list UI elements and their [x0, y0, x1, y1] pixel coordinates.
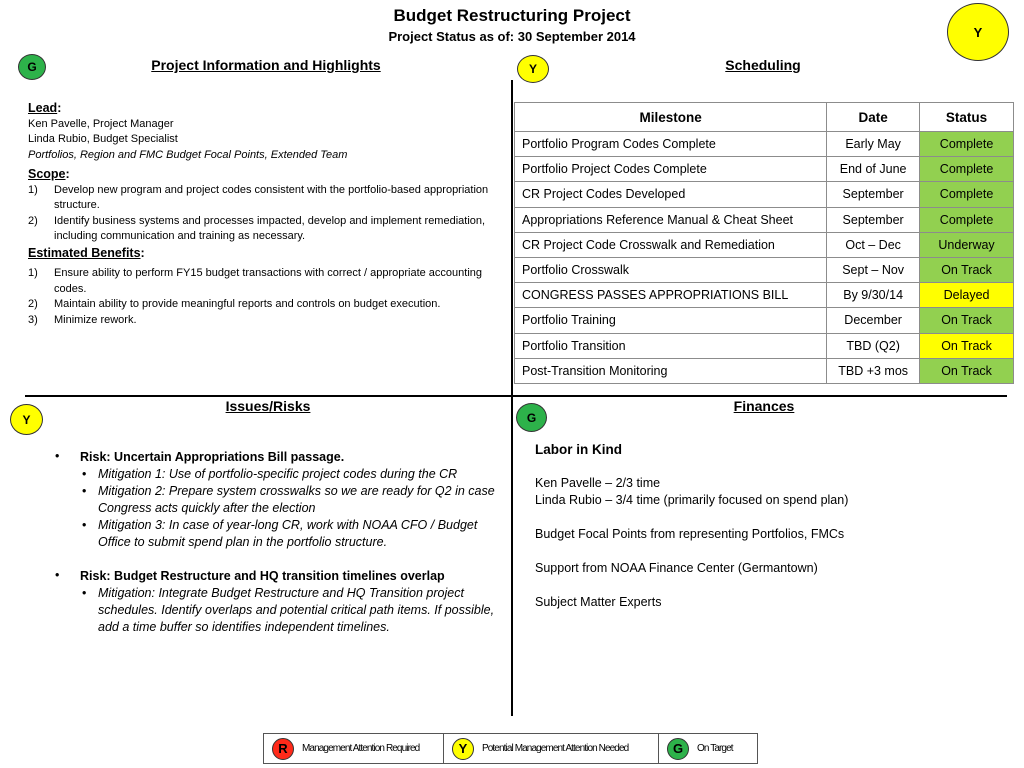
issues-heading: Issues/Risks	[225, 398, 311, 414]
table-row	[515, 157, 1014, 182]
finances-status-badge: G	[516, 403, 547, 432]
support-line: Support from NOAA Finance Center (Germantown)	[535, 561, 818, 575]
status-cell: Complete	[920, 132, 1014, 157]
mitigation-item: • Mitigation 2: Prepare system crosswalks so we are ready for Q2 in case Congress acts quickly after the election	[82, 484, 495, 515]
table-row	[515, 283, 1014, 308]
project-info-panel	[28, 101, 493, 328]
labor-heading: Labor in Kind	[535, 442, 622, 457]
lead-line: Portfolios, Region and FMC Budget Focal Points, Extended Team	[28, 148, 348, 161]
mitigation-item: • Mitigation 3: In case of year-long CR, work with NOAA CFO / Budget Office to submit spend plan in the portfolio structure.	[82, 518, 478, 549]
status-date: Project Status as of: 30 September 2014	[388, 29, 636, 44]
milestone-cell: CR Project Code Crosswalk and Remediation	[515, 232, 827, 257]
table-row	[515, 182, 1014, 207]
milestone-cell: Portfolio Transition	[515, 333, 827, 358]
scheduling-heading: Scheduling	[725, 57, 801, 73]
table-row	[515, 132, 1014, 157]
date-cell: Early May	[827, 132, 920, 157]
status-cell: On Track	[920, 257, 1014, 282]
list-item: 1) Ensure ability to perform FY15 budget transactions with correct / appropriate accounting codes.	[28, 267, 483, 295]
green-status-icon: G	[667, 738, 689, 760]
list-item: 1) Develop new program and project codes consistent with the portfolio-based appropriation structure.	[28, 183, 489, 211]
vertical-divider-top	[511, 80, 513, 396]
lead-line: Ken Pavelle, Project Manager	[28, 117, 174, 130]
date-cell: TBD +3 mos	[827, 358, 920, 383]
date-cell: September	[827, 182, 920, 207]
table-header-row	[515, 103, 1014, 132]
benefits-label: Estimated Benefits:	[28, 245, 145, 260]
date-cell: Sept – Nov	[827, 257, 920, 282]
milestone-cell: Post-Transition Monitoring	[515, 358, 827, 383]
milestone-cell: Portfolio Training	[515, 308, 827, 333]
staff-line: Linda Rubio – 3/4 time (primarily focused on spend plan)	[535, 493, 849, 507]
table-row	[515, 358, 1014, 383]
staff-line: Ken Pavelle – 2/3 time	[535, 476, 661, 490]
column-header-date: Date	[827, 103, 920, 132]
column-header-status: Status	[920, 103, 1014, 132]
project-info-heading: Project Information and Highlights	[151, 57, 381, 73]
mitigation-item: • Mitigation 1: Use of portfolio-specific project codes during the CR	[82, 467, 458, 481]
focal-points-line: Budget Focal Points from representing Portfolios, FMCs	[535, 527, 845, 541]
yellow-status-icon: Y	[452, 738, 474, 760]
benefits-list	[28, 266, 493, 328]
date-cell: End of June	[827, 157, 920, 182]
issues-panel	[55, 449, 510, 636]
milestone-cell: Portfolio Project Codes Complete	[515, 157, 827, 182]
list-item: 2) Identify business systems and processes impacted, develop and implement remediation, including communication and training as necessary.	[28, 214, 486, 242]
table-row	[515, 257, 1014, 282]
project-info-status-badge: G	[18, 54, 46, 80]
column-header-milestone: Milestone	[515, 103, 827, 132]
sme-line: Subject Matter Experts	[535, 595, 662, 609]
overall-status-badge: Y	[947, 3, 1009, 61]
milestone-cell: CONGRESS PASSES APPROPRIATIONS BILL	[515, 283, 827, 308]
status-legend	[263, 733, 758, 764]
date-cell: December	[827, 308, 920, 333]
status-cell: Complete	[920, 157, 1014, 182]
lead-line: Linda Rubio, Budget Specialist	[28, 133, 178, 145]
horizontal-divider	[25, 395, 1007, 397]
lead-label: Lead:	[28, 101, 62, 115]
milestone-cell: CR Project Codes Developed	[515, 182, 827, 207]
milestone-cell: Appropriations Reference Manual & Cheat Sheet	[515, 207, 827, 232]
status-cell: On Track	[920, 333, 1014, 358]
risk-item: • Risk: Uncertain Appropriations Bill passage.	[55, 449, 345, 464]
status-cell: On Track	[920, 308, 1014, 333]
legend-item-green: G On Target	[659, 734, 757, 763]
table-row	[515, 308, 1014, 333]
date-cell: September	[827, 207, 920, 232]
date-cell: Oct – Dec	[827, 232, 920, 257]
legend-item-yellow: Y Potential Management Attention Needed	[444, 734, 659, 763]
status-cell: On Track	[920, 358, 1014, 383]
legend-item-red: R Management Attention Required	[264, 734, 444, 763]
date-cell: By 9/30/14	[827, 283, 920, 308]
table-row	[515, 333, 1014, 358]
vertical-divider-bottom	[511, 396, 513, 716]
table-row	[515, 207, 1014, 232]
page-title: Budget Restructuring Project	[393, 6, 631, 25]
milestone-cell: Portfolio Program Codes Complete	[515, 132, 827, 157]
red-status-icon: R	[272, 738, 294, 760]
scheduling-status-badge: Y	[517, 55, 549, 83]
date-cell: TBD (Q2)	[827, 333, 920, 358]
milestone-table	[514, 102, 1014, 384]
status-cell: Complete	[920, 207, 1014, 232]
list-item: 3) Minimize rework.	[28, 313, 137, 326]
status-cell: Underway	[920, 232, 1014, 257]
status-cell: Delayed	[920, 283, 1014, 308]
list-item: 2) Maintain ability to provide meaningful reports and controls on budget execution.	[28, 298, 441, 310]
scope-list	[28, 183, 493, 245]
table-row	[515, 232, 1014, 257]
finances-panel	[535, 441, 975, 611]
risk-item: • Risk: Budget Restructure and HQ transition timelines overlap	[55, 568, 445, 583]
finances-heading: Finances	[733, 398, 795, 414]
issues-status-badge: Y	[10, 404, 43, 435]
milestone-cell: Portfolio Crosswalk	[515, 257, 827, 282]
status-cell: Complete	[920, 182, 1014, 207]
scope-label: Scope:	[28, 167, 70, 181]
mitigation-item: • Mitigation: Integrate Budget Restructure and HQ Transition project schedules. Identify overlaps and potential critical path items. If possible, add a time buffer so identifies independent timelines.	[82, 586, 495, 634]
